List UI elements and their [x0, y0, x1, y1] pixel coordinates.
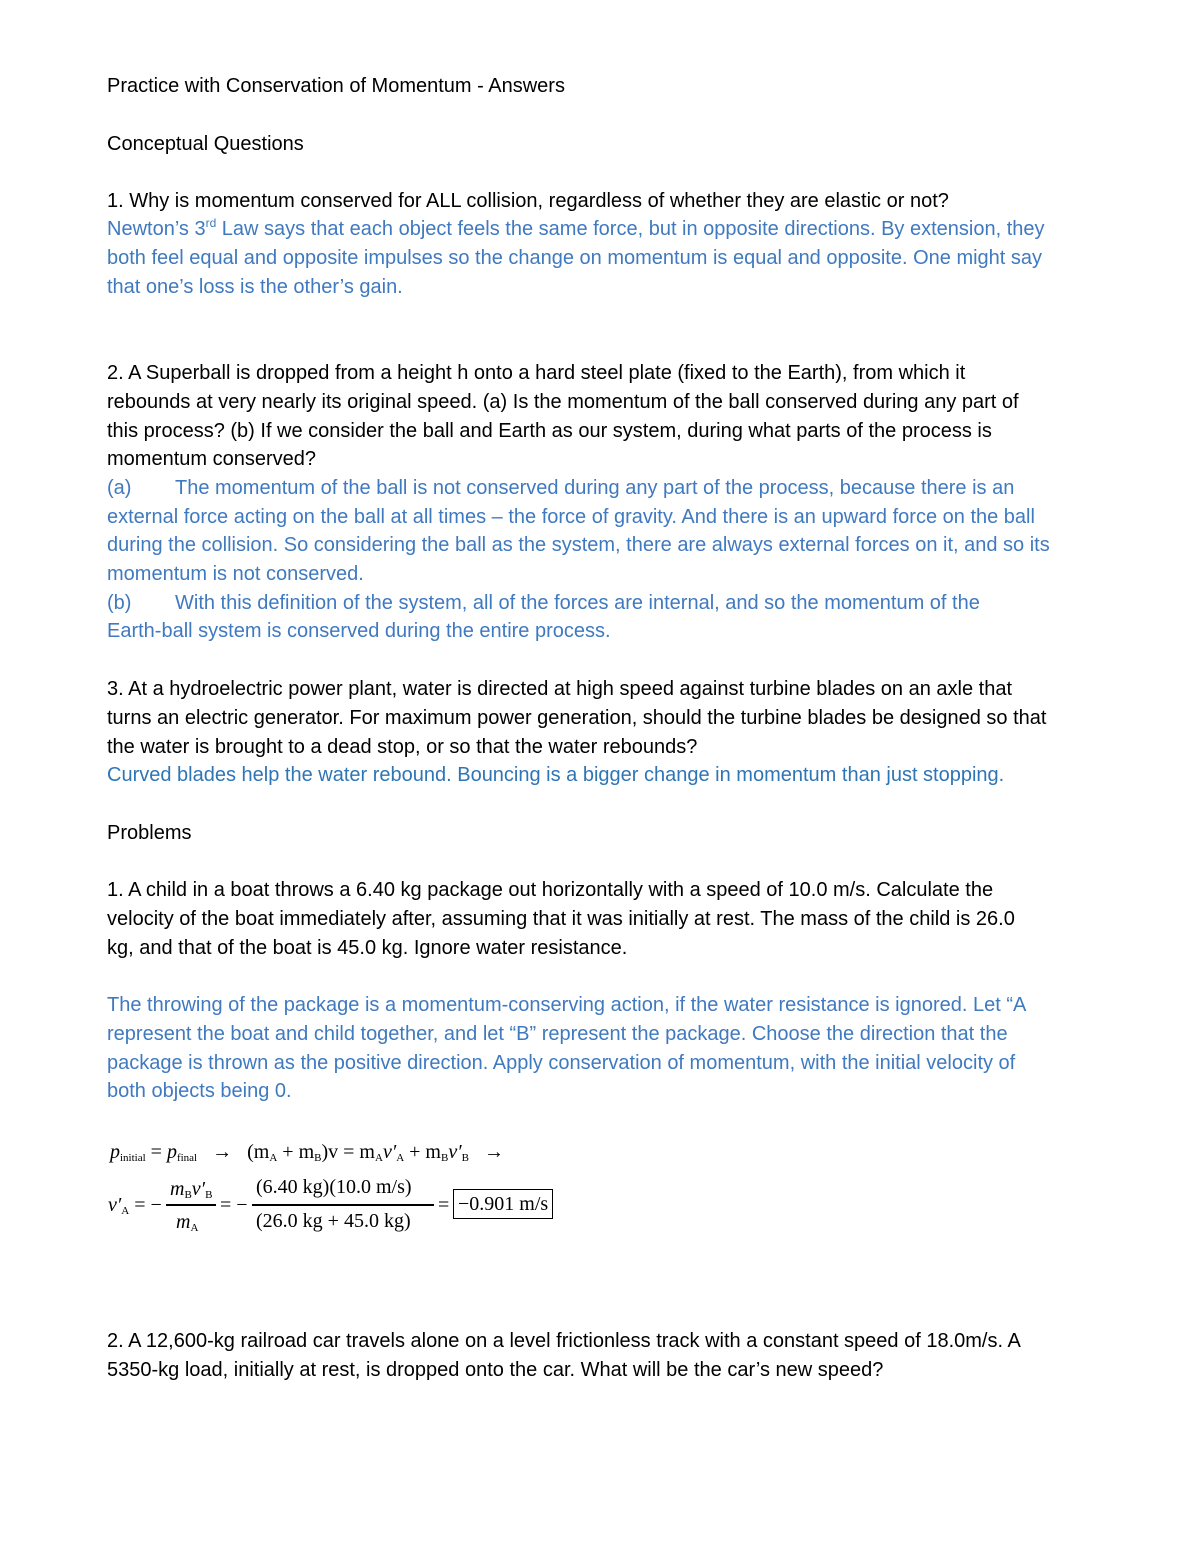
- q2-answer-a-line-4: momentum is not conserved.: [107, 563, 364, 585]
- equation-result-box: −0.901 m/s: [453, 1189, 553, 1219]
- q3-answer: Curved blades help the water rebound. Bouncing is a bigger change in momentum than just stopping.: [107, 764, 1005, 786]
- conceptual-heading: Conceptual Questions: [107, 133, 304, 155]
- q2-answer-a-line-2: external force acting on the ball at all times – the force of gravity. And there is an upward force on the ball: [107, 506, 1035, 528]
- q2-line-3: this process? (b) If we consider the ball and Earth as our system, during what parts of the process is: [107, 420, 992, 442]
- p2-line-2: 5350-kg load, initially at rest, is dropped onto the car. What will be the car’s new speed?: [107, 1359, 884, 1381]
- problems-heading: Problems: [107, 822, 192, 844]
- equation-frac2-numerator: (6.40 kg)(10.0 m/s): [256, 1176, 412, 1198]
- q3-line-3: the water is brought to a dead stop, or so that the water rebounds?: [107, 736, 698, 758]
- q2-line-2: rebounds at very nearly its original speed. (a) Is the momentum of the ball conserved during any part of: [107, 391, 1019, 413]
- p1-answer-line-3: package is thrown as the positive direction. Apply conservation of momentum, with the initial velocity of: [107, 1052, 1016, 1074]
- equation-frac1-numerator: $m_Bv'_B$: [170, 1178, 213, 1201]
- p1-line-1: 1. A child in a boat throws a 6.40 kg package out horizontally with a speed of 10.0 m/s. Calculate the: [107, 879, 994, 901]
- p1-line-3: kg, and that of the boat is 45.0 kg. Ignore water resistance.: [107, 937, 628, 959]
- p2-line-1: 2. A 12,600-kg railroad car travels alone on a level frictionless track with a constant speed of 18.0m/s. A: [107, 1330, 1021, 1352]
- equation-frac1-bar: [166, 1204, 216, 1206]
- equation-vA-lhs: $v'_A$ = −: [108, 1194, 162, 1217]
- q2-answer-b-line-1: (b) With this definition of the system, all of the forces are internal, and so the momentum of the: [107, 592, 980, 614]
- q2-line-1: 2. A Superball is dropped from a height h onto a hard steel plate (fixed to the Earth), from which it: [107, 362, 966, 384]
- equation-frac2-denominator: (26.0 kg + 45.0 kg): [256, 1210, 411, 1232]
- p1-answer-line-1: The throwing of the package is a momentum-conserving action, if the water resistance is ignored. Let “A: [107, 994, 1027, 1016]
- equation-frac1-denominator: $m_A$: [176, 1211, 199, 1234]
- q2-answer-b-line-2: Earth-ball system is conserved during the entire process.: [107, 620, 611, 642]
- q1-question: 1. Why is momentum conserved for ALL collision, regardless of whether they are elastic or not?: [107, 190, 949, 212]
- p1-line-2: velocity of the boat immediately after, assuming that it was initially at rest. The mass of the child is 26.0: [107, 908, 1015, 930]
- q1-answer-line-2: both feel equal and opposite impulses so the change on momentum is equal and opposite. One might say: [107, 247, 1043, 269]
- q1-answer-line-3: that one’s loss is the other’s gain.: [107, 276, 403, 298]
- p1-answer-line-4: both objects being 0.: [107, 1080, 292, 1102]
- q3-line-1: 3. At a hydroelectric power plant, water is directed at high speed against turbine blades on an axle that: [107, 678, 1012, 700]
- equation-equals-minus: = −: [220, 1194, 248, 1216]
- q2-answer-a-line-3: during the collision. So considering the ball as the system, there are always external forces on it, and so its: [107, 534, 1050, 556]
- equation-equals: =: [438, 1194, 450, 1216]
- p1-answer-line-2: represent the boat and child together, and let “B” represent the package. Choose the direction that the: [107, 1023, 1008, 1045]
- page-title: Practice with Conservation of Momentum - Answers: [107, 75, 565, 97]
- q1-answer-line-1: Newton’s 3rd Law says that each object feels the same force, but in opposite directions. By extension, they: [107, 216, 1045, 240]
- equation-frac2-bar: [252, 1204, 434, 1206]
- q2-answer-a-line-1: (a) The momentum of the ball is not conserved during any part of the process, because there is an: [107, 477, 1015, 499]
- equation-line-1: $p_{initial} = p_{final}$ → $(m_A + m_B)v = m_Av'_A + m_Bv'_B$ →: [110, 1141, 504, 1164]
- q3-line-2: turns an electric generator. For maximum power generation, should the turbine blades be designed so that: [107, 707, 1047, 729]
- q2-line-4: momentum conserved?: [107, 448, 316, 470]
